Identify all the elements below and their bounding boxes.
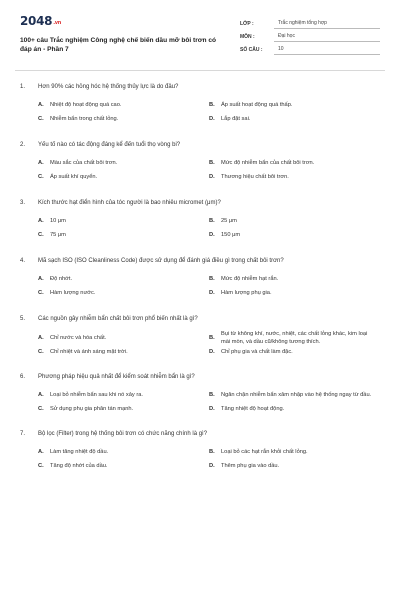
question-text [20, 257, 380, 266]
option-letter: B. [209, 334, 215, 341]
question-text [20, 430, 380, 439]
question-number: 3. [20, 200, 26, 206]
answer-option[interactable] [38, 215, 209, 229]
question-block [20, 141, 380, 185]
answer-option[interactable] [38, 113, 209, 127]
answer-option[interactable] [209, 171, 380, 185]
question-text [20, 373, 380, 382]
option-text: Mức độ nhiễm bẩn của chất bôi trơn. [221, 160, 315, 167]
option-text: Lắp đặt sai. [221, 116, 251, 123]
answer-option[interactable] [209, 403, 380, 417]
answer-option[interactable] [209, 113, 380, 127]
question-block [20, 315, 380, 360]
option-letter: B. [209, 276, 215, 283]
answer-option[interactable] [38, 331, 209, 346]
option-text: Độ nhớt. [50, 276, 73, 283]
answer-option[interactable] [209, 446, 380, 460]
question-block [20, 257, 380, 301]
option-text: Làm tăng nhiệt độ dầu. [50, 449, 109, 456]
option-letter: C. [38, 232, 44, 239]
meta-value: Trắc nghiệm tổng hợp [274, 20, 380, 29]
option-text: Tăng độ nhớt của dầu. [50, 463, 108, 470]
meta-info [240, 16, 380, 70]
option-text: Nhiệt độ hoạt động quá cao. [50, 102, 122, 109]
answer-option[interactable] [38, 99, 209, 113]
option-letter: A. [38, 276, 44, 283]
header-divider [15, 70, 385, 71]
meta-row-class [240, 16, 380, 29]
option-text: Chỉ phụ gia và chất làm đặc. [221, 349, 293, 356]
option-letter: A. [38, 218, 44, 225]
answer-option[interactable] [209, 346, 380, 360]
option-text: Màu sắc của chất bôi trơn. [50, 160, 118, 167]
question-prompt: Yếu tố nào có tác động đáng kể đến tuổi thọ vòng bi? [38, 142, 181, 148]
brand-block [20, 14, 220, 70]
question-text [20, 141, 380, 150]
meta-label: LỚP : [240, 21, 254, 27]
question-prompt: Bộ lọc (Filter) trong hệ thống bôi trơn có chức năng chính là gì? [38, 431, 208, 437]
option-letter: D. [209, 174, 215, 181]
answer-option[interactable] [209, 157, 380, 171]
option-text: 150 μm [221, 232, 241, 239]
option-letter: B. [209, 449, 215, 456]
question-block [20, 83, 380, 127]
option-letter: B. [209, 392, 215, 399]
answer-option[interactable] [38, 346, 209, 360]
question-prompt: Kích thước hạt điển hình của tóc người là bao nhiêu micromet (μm)? [38, 200, 221, 206]
question-prompt: Phương pháp hiệu quả nhất để kiểm soát nhiễm bẩn là gì? [38, 374, 195, 380]
answer-option[interactable] [38, 287, 209, 301]
option-letter: B. [209, 102, 215, 109]
question-text [20, 199, 380, 208]
question-text [20, 315, 380, 324]
option-text: Hàm lượng phụ gia. [221, 290, 272, 297]
answer-option[interactable] [209, 331, 380, 346]
meta-label: MÔN : [240, 34, 255, 40]
meta-label: SỐ CÂU : [240, 47, 263, 53]
answer-option[interactable] [209, 389, 380, 403]
option-text: Áp suất khí quyển. [50, 174, 98, 181]
answer-option[interactable] [38, 389, 209, 403]
question-list [0, 83, 400, 474]
meta-row-count [240, 42, 380, 55]
answer-option[interactable] [209, 215, 380, 229]
answer-option[interactable] [38, 157, 209, 171]
answer-option[interactable] [38, 403, 209, 417]
answer-option[interactable] [38, 229, 209, 243]
option-text: Loại bỏ nhiễm bẩn sau khi nó xảy ra. [50, 392, 143, 399]
answer-options [38, 215, 380, 243]
option-letter: C. [38, 116, 44, 123]
question-number: 1. [20, 84, 26, 90]
answer-option[interactable] [209, 273, 380, 287]
question-number: 5. [20, 316, 26, 322]
question-number: 7. [20, 431, 26, 437]
answer-option[interactable] [209, 287, 380, 301]
question-block [20, 430, 380, 474]
option-text: Mức độ nhiễm hạt rắn. [221, 276, 279, 283]
option-text: Tăng nhiệt độ hoạt động. [221, 406, 285, 413]
question-text [20, 83, 380, 92]
question-number: 2. [20, 142, 26, 148]
option-letter: C. [38, 406, 44, 413]
answer-option[interactable] [38, 446, 209, 460]
logo-suffix: .vn [53, 20, 62, 26]
question-prompt: Hơn 90% các hỏng hóc hệ thống thủy lực là do đâu? [38, 84, 179, 90]
option-letter: A. [38, 334, 44, 341]
logo-text: 2048 [20, 14, 53, 28]
option-text: Thêm phụ gia vào dầu. [221, 463, 280, 470]
answer-option[interactable] [209, 99, 380, 113]
option-letter: D. [209, 290, 215, 297]
meta-row-subject [240, 29, 380, 42]
option-letter: D. [209, 232, 215, 239]
option-letter: C. [38, 463, 44, 470]
option-text: Thương hiệu chất bôi trơn. [221, 174, 289, 181]
meta-value: 10 [274, 46, 380, 55]
option-text: Chỉ nhiệt và ánh sáng mặt trời. [50, 349, 128, 356]
option-text: Hàm lượng nước. [50, 290, 96, 297]
answer-options [38, 331, 380, 360]
question-prompt: Mã sạch ISO (ISO Cleanliness Code) được sử dụng để đánh giá điều gì trong chất bôi trơn? [38, 258, 284, 264]
option-letter: A. [38, 449, 44, 456]
answer-option[interactable] [38, 171, 209, 185]
option-letter: D. [209, 406, 215, 413]
option-text: 75 μm [50, 232, 66, 239]
answer-options [38, 157, 380, 185]
question-block [20, 199, 380, 243]
option-letter: D. [209, 349, 215, 356]
option-letter: A. [38, 102, 44, 109]
answer-option[interactable] [38, 460, 209, 474]
option-text: Loại bỏ các hạt rắn khỏi chất lỏng. [221, 449, 308, 456]
site-logo[interactable] [20, 14, 220, 28]
option-letter: D. [209, 116, 215, 123]
document-header [0, 0, 400, 70]
option-text: 10 μm [50, 218, 66, 225]
answer-options [38, 273, 380, 301]
option-text: Sử dụng phụ gia phân tán mạnh. [50, 406, 134, 413]
option-text: Chỉ nước và hóa chất. [50, 334, 107, 341]
option-text: Ngăn chặn nhiễm bẩn xâm nhập vào hệ thống ngay từ đầu. [221, 392, 372, 399]
meta-value: Đại học [274, 33, 380, 42]
option-letter: C. [38, 290, 44, 297]
question-number: 4. [20, 258, 26, 264]
option-text: 25 μm [221, 218, 237, 225]
answer-options [38, 99, 380, 127]
document-title: 100+ câu Trắc nghiệm Công nghệ chế biến dầu mỡ bôi trơn có đáp án - Phần 7 [20, 37, 217, 53]
option-letter: A. [38, 392, 44, 399]
option-letter: B. [209, 160, 215, 167]
option-text: Áp suất hoạt động quá thấp. [221, 102, 293, 109]
option-letter: C. [38, 349, 44, 356]
answer-options [38, 389, 380, 417]
answer-option[interactable] [38, 273, 209, 287]
option-letter: B. [209, 218, 215, 225]
option-letter: A. [38, 160, 44, 167]
answer-option[interactable] [209, 460, 380, 474]
option-text: Nhiễm bẩn trong chất lỏng. [50, 116, 119, 123]
question-prompt: Các nguồn gây nhiễm bẩn chất bôi trơn phổ biến nhất là gì? [38, 316, 198, 322]
question-block [20, 373, 380, 417]
answer-options [38, 446, 380, 474]
option-text: Bụi từ không khí, nước, nhiệt, các chất lỏng khác, kim loại mài mòn, và dầu cũ/không tương thích. [221, 331, 368, 345]
option-letter: D. [209, 463, 215, 470]
answer-option[interactable] [209, 229, 380, 243]
question-number: 6. [20, 374, 26, 380]
option-letter: C. [38, 174, 44, 181]
